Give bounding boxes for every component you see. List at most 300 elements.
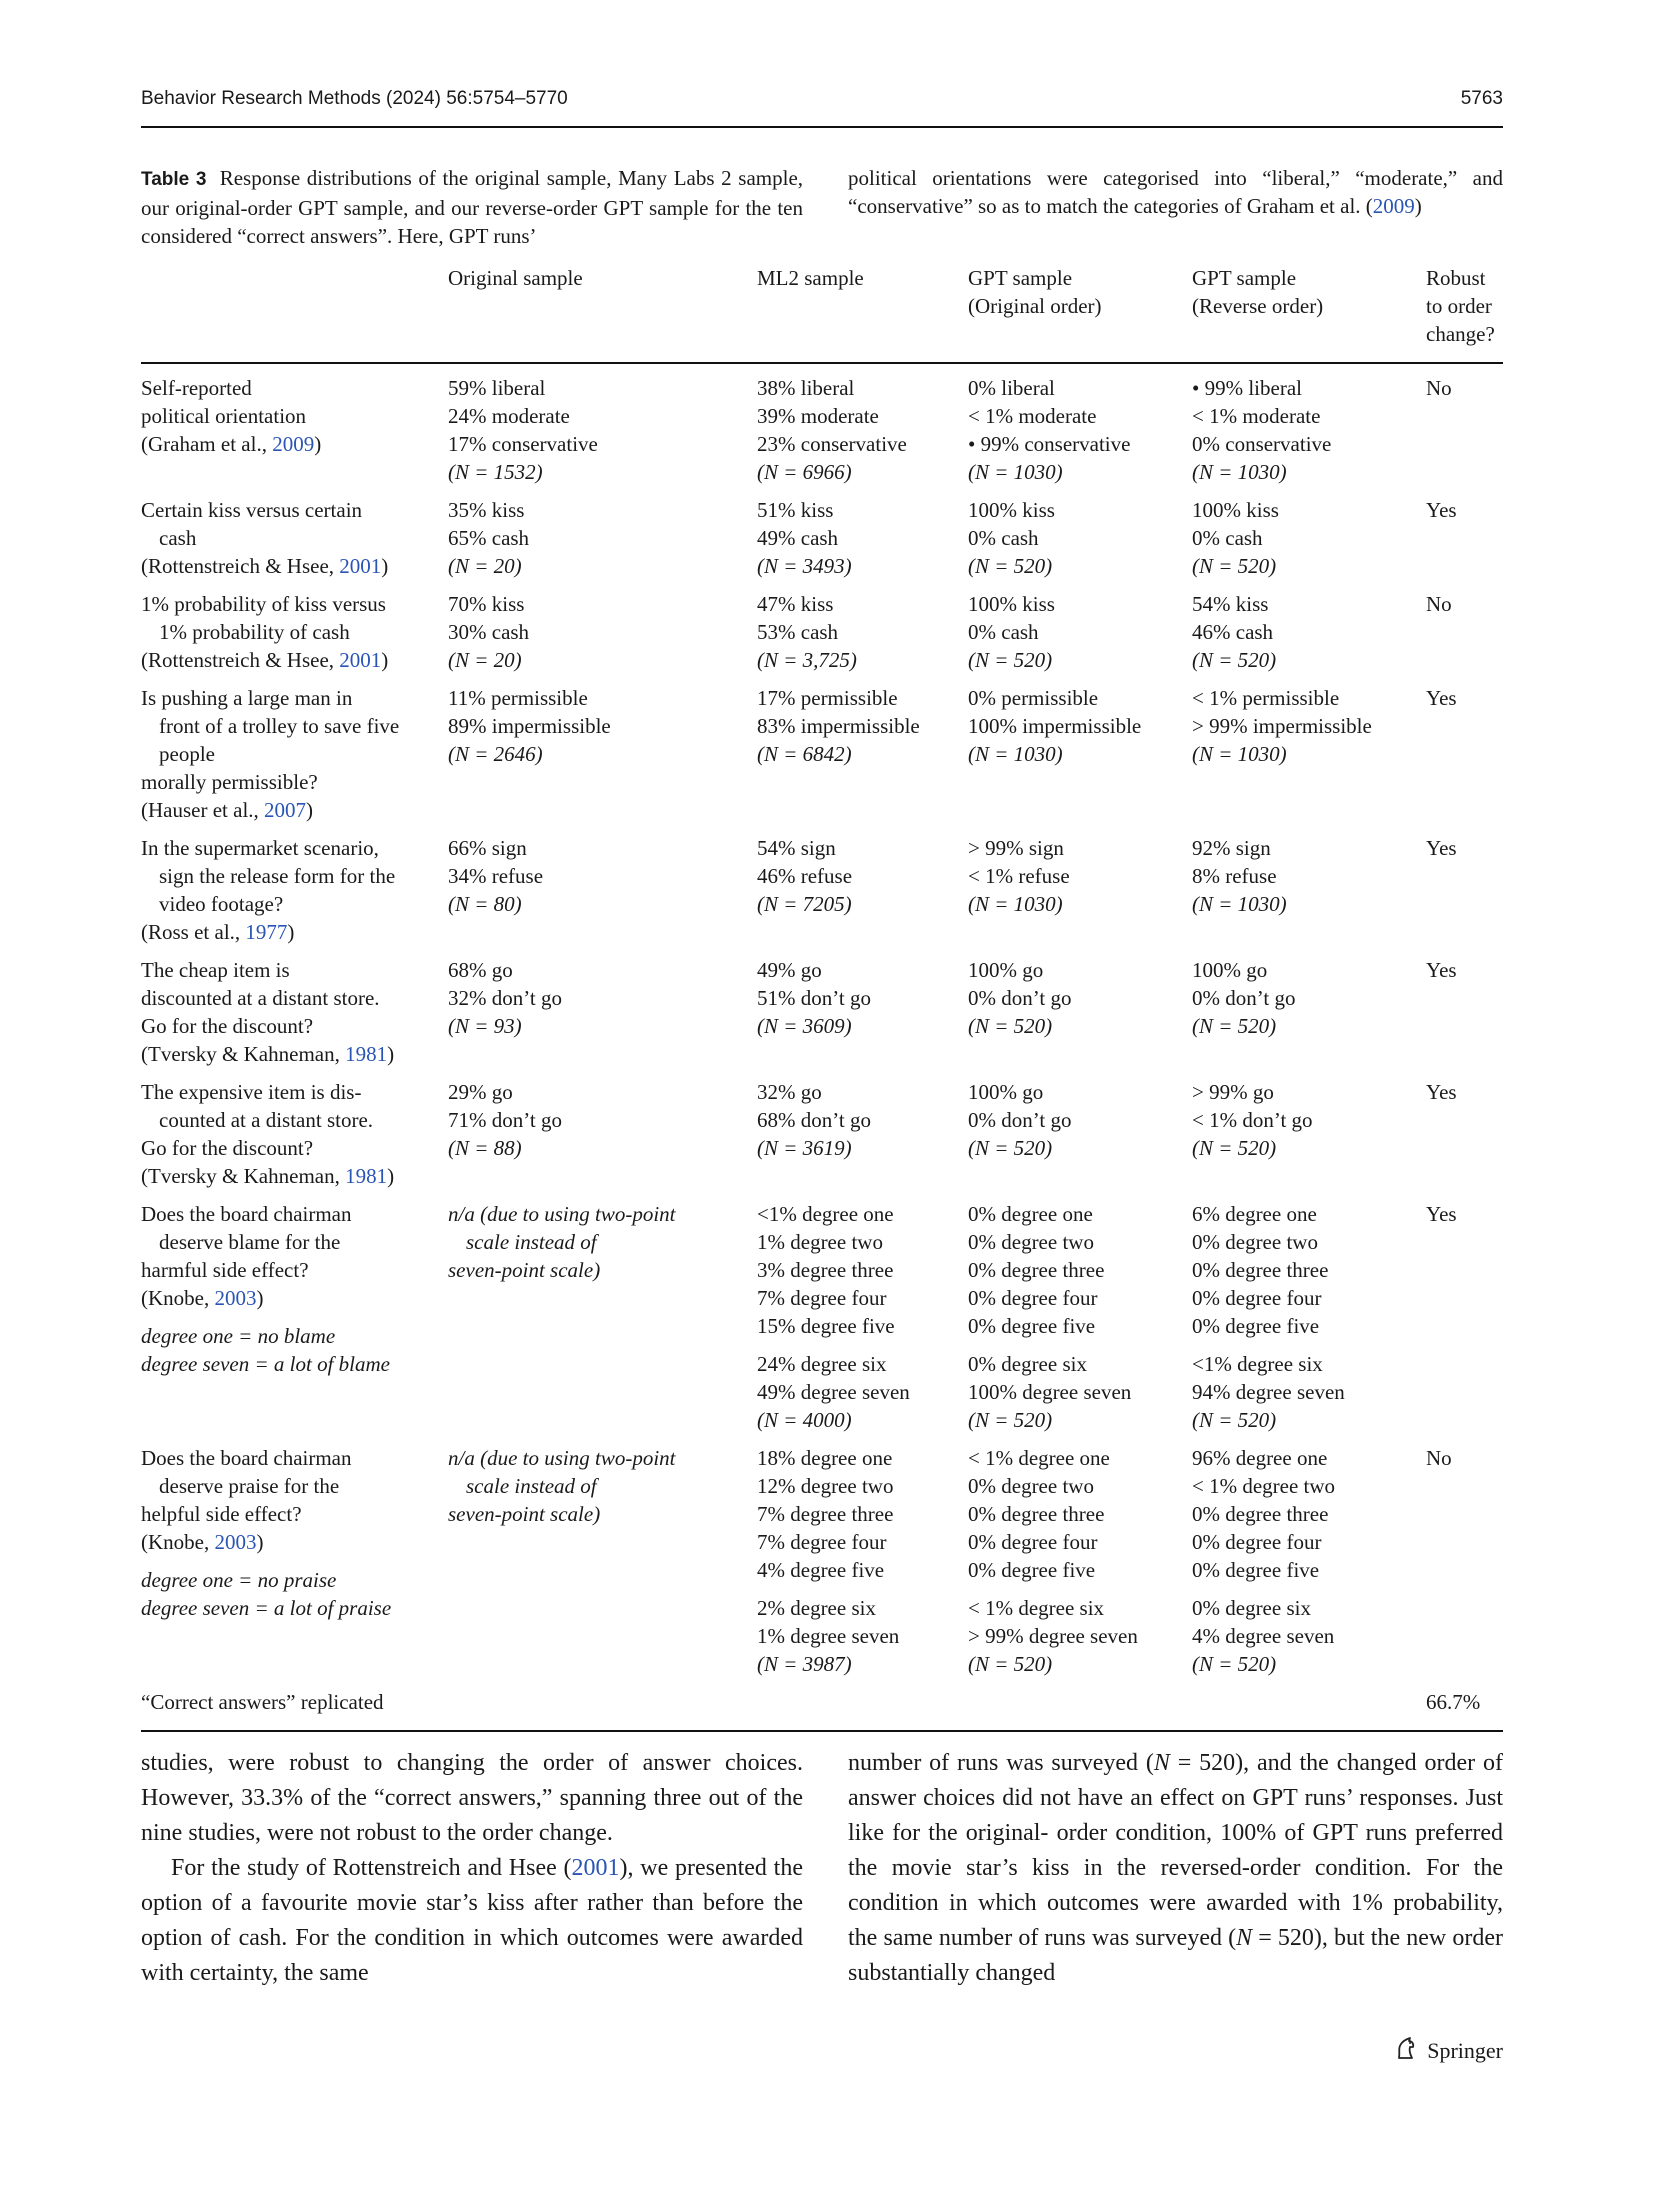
cell-line: scale instead of [466,1230,597,1254]
cell-line: (N = 80) [448,892,522,916]
cell-line: (N = 1532) [448,460,543,484]
caption-text-left: Response distributions of the original sample, Many Labs 2 sample, our original-order GPT sample, and our reverse-order GPT sample for the ten considered “correct answers”. Here, GPT runs’ [141,166,804,248]
cell-study [141,490,448,584]
cell-line: 0% degree six [968,1352,1087,1376]
cell-spacer [141,1312,448,1322]
cell-line: 0% permissible [968,686,1099,710]
cell-line: discounted at a distant store. [141,986,380,1010]
body-text-italic: N [1236,1925,1253,1951]
body-text: For the study of Rottenstreich and Hsee ( [171,1855,572,1881]
cell-line: <1% degree one [757,1202,894,1226]
results-table [141,264,1503,1732]
cell-line: 0% degree two [968,1474,1094,1498]
cell-line: 15% degree five [757,1314,895,1338]
cell-line: 7% degree four [757,1530,887,1554]
cell-line: (Tversky & Kahneman, 1981) [141,1164,395,1188]
cell-line: (N = 20) [448,648,522,672]
citation-link[interactable]: 2009 [1372,194,1415,218]
cell-line: < 1% degree one [968,1446,1110,1470]
cell-gpt-original-order [968,678,1192,828]
cell-line: (Rottenstreich & Hsee, 2001) [141,554,389,578]
cell-study [141,363,448,490]
cell-line: (Graham et al., 2009) [141,432,322,456]
cell-line: n/a (due to using two-point [448,1202,676,1226]
header-line: GPT sample [968,266,1073,290]
body-text: = 520), and the changed order of answer choices did not have an effect on GPT runs’ responses. Just like for the original- order condition, 100% of GPT runs preferred the movie star’s kiss in the reversed-order condition. For the condition in which outcomes were awarded with 1% probability, the same number of runs was surveyed ( [848,1750,1503,1951]
cell-line: 6% degree one [1192,1202,1317,1226]
cell-line: < 1% don’t go [1192,1108,1313,1132]
citation-link[interactable]: 1981 [345,1042,388,1066]
body-paragraph [141,1851,803,1991]
cell-line: (N = 520) [1192,648,1277,672]
cell-line: deserve blame for the [159,1230,341,1254]
cell-line: cash [159,526,197,550]
cell-robust: No [1426,1446,1452,1470]
cell-line: seven-point scale) [448,1502,601,1526]
cell-line: 0% degree two [1192,1230,1318,1254]
cell-ml2-sample [757,490,968,584]
cell-line: 0% degree four [968,1530,1098,1554]
table-row [141,828,1503,950]
cell-line: (N = 520) [968,1014,1053,1038]
cell-line: 59% liberal [448,376,546,400]
cell-robust: Yes [1426,1080,1457,1104]
cell-line: 94% degree seven [1192,1380,1345,1404]
cell-line: 47% kiss [757,592,834,616]
cell-line: 46% refuse [757,864,853,888]
publisher-name: Springer [1427,2038,1503,2063]
table-row [141,490,1503,584]
cell-line: 71% don’t go [448,1108,562,1132]
cell-original-sample [448,1438,757,1682]
cell-ml2-sample [757,950,968,1072]
cell-line: 0% liberal [968,376,1055,400]
cell-line: 49% degree seven [757,1380,910,1404]
cell-spacer [968,1340,1192,1350]
cell-line: 46% cash [1192,620,1274,644]
cell-line: 49% cash [757,526,839,550]
summary-empty-cell [448,1682,757,1731]
column-header-study [141,264,448,363]
table-row [141,1438,1503,1682]
cell-line: 0% degree five [968,1314,1096,1338]
cell-line: 0% degree four [1192,1286,1322,1310]
journal-citation: Behavior Research Methods (2024) 56:5754–5770 [141,88,568,109]
summary-empty-cell [757,1682,968,1731]
cell-gpt-original-order [968,1072,1192,1194]
cell-gpt-original-order [968,950,1192,1072]
cell-study [141,1438,448,1682]
cell-line: 68% go [448,958,513,982]
table-row [141,363,1503,490]
cell-line: 100% kiss [968,498,1055,522]
cell-study [141,678,448,828]
cell-gpt-reverse-order [1192,1072,1426,1194]
cell-line: > 99% degree seven [968,1624,1138,1648]
cell-line: (N = 520) [1192,1014,1277,1038]
cell-line: 92% sign [1192,836,1271,860]
cell-line: 0% degree three [1192,1258,1329,1282]
body-column-right [848,1746,1503,1991]
body-text: number of runs was surveyed ( [848,1750,1154,1776]
caption-text-right: political orientations were categorised into “liberal,” “moderate,” and “conservative” so as to match the categories of Graham et al. ( [848,166,1503,218]
cell-line: (N = 4000) [757,1408,852,1432]
table-caption-left [141,164,803,250]
cell-original-sample [448,950,757,1072]
citation-link[interactable]: 2003 [214,1286,257,1310]
cell-gpt-reverse-order [1192,363,1426,490]
table-row [141,1072,1503,1194]
cell-line: (N = 3,725) [757,648,857,672]
column-header-original-sample [448,264,757,363]
cell-line: (N = 6842) [757,742,852,766]
cell-line: degree one = no blame [141,1324,336,1348]
cell-line: (N = 3987) [757,1652,852,1676]
cell-line: 49% go [757,958,822,982]
cell-original-sample [448,363,757,490]
cell-line: < 1% degree two [1192,1474,1336,1498]
cell-line: 1% degree seven [757,1624,900,1648]
cell-ml2-sample [757,363,968,490]
cell-line: 68% don’t go [757,1108,871,1132]
cell-line: 0% don’t go [1192,986,1296,1010]
cell-study [141,828,448,950]
cell-spacer [1192,1584,1426,1594]
cell-line: 100% go [968,958,1044,982]
cell-line: 0% degree three [1192,1502,1329,1526]
cell-line: Go for the discount? [141,1136,314,1160]
header-line: ML2 sample [757,266,864,290]
cell-line: (Hauser et al., 2007) [141,798,314,822]
cell-line: 96% degree one [1192,1446,1328,1470]
citation-link[interactable]: 2009 [272,432,315,456]
cell-line: 11% permissible [448,686,588,710]
cell-line: Certain kiss versus certain [141,498,363,522]
cell-line: helpful side effect? [141,1502,302,1526]
table-label: Table 3 [141,169,207,190]
header-line: Robust [1426,266,1486,290]
cell-line: 0% degree four [1192,1530,1322,1554]
cell-spacer [968,1584,1192,1594]
cell-line: < 1% degree six [968,1596,1105,1620]
cell-line: n/a (due to using two-point [448,1446,676,1470]
cell-line: people [159,742,215,766]
cell-ml2-sample [757,828,968,950]
cell-study [141,584,448,678]
cell-ml2-sample [757,1072,968,1194]
cell-line: (Rottenstreich & Hsee, 2001) [141,648,389,672]
cell-line: (Tversky & Kahneman, 1981) [141,1042,395,1066]
cell-line: 0% degree six [1192,1596,1311,1620]
header-line: to order [1426,294,1492,318]
cell-line: 51% kiss [757,498,834,522]
cell-line: 17% permissible [757,686,898,710]
cell-line: 0% don’t go [968,1108,1072,1132]
cell-line: < 1% refuse [968,864,1070,888]
cell-line: 12% degree two [757,1474,894,1498]
cell-line: 1% probability of cash [159,620,350,644]
cell-ml2-sample [757,678,968,828]
table-body [141,363,1503,1731]
cell-study [141,1194,448,1438]
cell-gpt-original-order [968,363,1192,490]
body-paragraph: studies, were robust to changing the order of answer choices. However, 33.3% of the “correct answers,” spanning three out of the nine studies, were not robust to the order change. [141,1750,803,1846]
table-caption-right [848,164,1503,220]
cell-line: 1% probability of kiss versus [141,592,386,616]
cell-line: (N = 1030) [1192,742,1287,766]
cell-gpt-reverse-order [1192,1194,1426,1438]
cell-original-sample [448,584,757,678]
cell-line: Self-reported [141,376,252,400]
citation-link[interactable]: 2001 [339,648,382,672]
cell-gpt-original-order [968,1194,1192,1438]
cell-original-sample [448,678,757,828]
header-line: (Original order) [968,294,1102,318]
table-row [141,950,1503,1072]
cell-line: • 99% liberal [1192,376,1302,400]
cell-line: political orientation [141,404,307,428]
column-header-gpt-reverse-order [1192,264,1426,363]
cell-line: degree seven = a lot of blame [141,1352,390,1376]
cell-line: 2% degree six [757,1596,876,1620]
citation-link[interactable]: 2007 [264,798,307,822]
cell-line: sign the release form for the [159,864,396,888]
cell-spacer [757,1340,968,1350]
cell-line: 0% don’t go [968,986,1072,1010]
cell-line: 24% moderate [448,404,570,428]
body-text: = 520), but the new order substantially changed [848,1925,1503,1986]
cell-gpt-reverse-order [1192,490,1426,584]
running-head [141,86,1503,128]
cell-line: 0% degree five [1192,1314,1320,1338]
cell-line: 4% degree seven [1192,1624,1335,1648]
cell-line: < 1% moderate [968,404,1097,428]
body-text: ), we presented the option of a favourite movie star’s kiss after rather than before the option of cash. For the condition in which outcomes were awarded with certainty, the same [141,1855,803,1986]
cell-line: 30% cash [448,620,530,644]
cell-line: 34% refuse [448,864,544,888]
cell-line: degree one = no praise [141,1568,337,1592]
cell-line: 0% degree three [968,1258,1105,1282]
cell-line: 1% degree two [757,1230,883,1254]
cell-line: degree seven = a lot of praise [141,1596,392,1620]
cell-line: 17% conservative [448,432,598,456]
cell-original-sample [448,1194,757,1438]
summary-value: 66.7% [1426,1682,1503,1731]
cell-line: (N = 520) [968,1136,1053,1160]
cell-line: 100% kiss [1192,498,1279,522]
cell-robust: Yes [1426,836,1457,860]
cell-gpt-original-order [968,584,1192,678]
cell-line: (N = 520) [968,1408,1053,1432]
cell-line: (N = 1030) [968,892,1063,916]
cell-line: (N = 20) [448,554,522,578]
cell-line: (Knobe, 2003) [141,1286,264,1310]
cell-line: deserve praise for the [159,1474,340,1498]
cell-gpt-original-order [968,1438,1192,1682]
cell-line: 8% refuse [1192,864,1277,888]
cell-line: <1% degree six [1192,1352,1323,1376]
cell-line: 35% kiss [448,498,525,522]
cell-line: (N = 93) [448,1014,522,1038]
cell-line: The cheap item is [141,958,290,982]
summary-empty-cell [968,1682,1192,1731]
cell-line: (N = 520) [968,648,1053,672]
cell-line: (Knobe, 2003) [141,1530,264,1554]
cell-line: 100% kiss [968,592,1055,616]
cell-line: 39% moderate [757,404,879,428]
cell-line: seven-point scale) [448,1258,601,1282]
cell-line: 7% degree four [757,1286,887,1310]
cell-spacer [1192,1340,1426,1350]
cell-line: 0% degree one [968,1202,1093,1226]
cell-gpt-reverse-order [1192,1438,1426,1682]
cell-line: 24% degree six [757,1352,887,1376]
cell-line: (N = 520) [968,554,1053,578]
header-line [141,264,448,292]
publisher-footer [1393,2035,1503,2067]
header-line: Original sample [448,266,583,290]
cell-line: Does the board chairman [141,1446,352,1470]
cell-line: Is pushing a large man in [141,686,353,710]
cell-gpt-original-order [968,490,1192,584]
cell-line: (N = 520) [1192,554,1277,578]
cell-line: In the supermarket scenario, [141,836,379,860]
cell-line: 70% kiss [448,592,525,616]
springer-horse-icon [1393,2035,1419,2067]
cell-line: (N = 520) [1192,1136,1277,1160]
cell-line: 0% degree five [968,1558,1096,1582]
cell-line: (N = 3493) [757,554,852,578]
cell-line: 51% don’t go [757,986,871,1010]
citation-link[interactable]: 2003 [214,1530,257,1554]
cell-line: 32% don’t go [448,986,562,1010]
cell-line: < 1% permissible [1192,686,1340,710]
cell-line: (N = 1030) [968,460,1063,484]
cell-line: (N = 7205) [757,892,852,916]
cell-line: Does the board chairman [141,1202,352,1226]
cell-gpt-reverse-order [1192,828,1426,950]
cell-line: 54% sign [757,836,836,860]
summary-empty-cell [1192,1682,1426,1731]
cell-line: (N = 88) [448,1136,522,1160]
cell-line: < 1% moderate [1192,404,1321,428]
table-row [141,678,1503,828]
cell-spacer [141,1556,448,1566]
cell-line: 23% conservative [757,432,907,456]
citation-link[interactable]: 1981 [345,1164,388,1188]
cell-line: 0% degree two [968,1230,1094,1254]
cell-line: 100% impermissible [968,714,1142,738]
cell-gpt-reverse-order [1192,678,1426,828]
cell-line: (N = 520) [968,1652,1053,1676]
cell-line: (N = 1030) [1192,892,1287,916]
cell-line: scale instead of [466,1474,597,1498]
header-line: change? [1426,322,1495,346]
cell-line: (Ross et al., 1977) [141,920,295,944]
cell-line: 65% cash [448,526,530,550]
cell-line: counted at a distant store. [159,1108,374,1132]
cell-line: 54% kiss [1192,592,1269,616]
cell-study [141,950,448,1072]
cell-line: 32% go [757,1080,822,1104]
cell-robust: Yes [1426,958,1457,982]
cell-line: 89% impermissible [448,714,611,738]
cell-line: 0% cash [968,526,1039,550]
cell-line: 0% degree five [1192,1558,1320,1582]
body-text-italic: N [1153,1750,1170,1776]
cell-line: (N = 520) [1192,1652,1277,1676]
cell-gpt-reverse-order [1192,584,1426,678]
cell-line: (N = 3619) [757,1136,852,1160]
cell-line: video footage? [159,892,284,916]
cell-line: 29% go [448,1080,513,1104]
cell-ml2-sample [757,1194,968,1438]
cell-line: (N = 3609) [757,1014,852,1038]
cell-line: 0% cash [968,620,1039,644]
cell-robust: Yes [1426,1202,1457,1226]
cell-line: 53% cash [757,620,839,644]
cell-line: 0% cash [1192,526,1263,550]
cell-line: > 99% impermissible [1192,714,1372,738]
body-column-left [141,1746,803,1991]
cell-spacer [757,1584,968,1594]
cell-line: 66% sign [448,836,527,860]
header-line: (Reverse order) [1192,294,1324,318]
cell-robust: Yes [1426,498,1457,522]
cell-line: 0% conservative [1192,432,1332,456]
cell-line: 3% degree three [757,1258,894,1282]
cell-line: harmful side effect? [141,1258,309,1282]
cell-line: 7% degree three [757,1502,894,1526]
cell-line: (N = 6966) [757,460,852,484]
cell-line: (N = 520) [1192,1408,1277,1432]
header-line: GPT sample [1192,266,1297,290]
cell-line: > 99% sign [968,836,1064,860]
summary-label: “Correct answers” replicated [141,1682,448,1731]
cell-line: 38% liberal [757,376,855,400]
cell-robust: No [1426,592,1452,616]
citation-link[interactable]: 2001 [339,554,382,578]
cell-original-sample [448,828,757,950]
cell-line: • 99% conservative [968,432,1131,456]
citation-link[interactable]: 2001 [571,1855,620,1881]
column-header-gpt-original-order [968,264,1192,363]
column-header-robust [1426,264,1503,363]
cell-gpt-original-order [968,828,1192,950]
cell-line: (N = 1030) [968,742,1063,766]
cell-robust: No [1426,376,1452,400]
cell-line: 83% impermissible [757,714,920,738]
cell-line: 0% degree three [968,1502,1105,1526]
cell-ml2-sample [757,584,968,678]
citation-link[interactable]: 1977 [245,920,288,944]
cell-line: morally permissible? [141,770,318,794]
cell-original-sample [448,1072,757,1194]
cell-line: 0% degree four [968,1286,1098,1310]
cell-line: 100% degree seven [968,1380,1132,1404]
cell-line: 100% go [968,1080,1044,1104]
table-row [141,584,1503,678]
cell-original-sample [448,490,757,584]
summary-row [141,1682,1503,1731]
cell-line: 100% go [1192,958,1268,982]
table-row [141,1194,1503,1438]
column-header-ml2-sample [757,264,968,363]
cell-gpt-reverse-order [1192,950,1426,1072]
page-number: 5763 [1460,88,1503,109]
cell-line: > 99% go [1192,1080,1274,1104]
results-table-wrapper [141,264,1503,1732]
